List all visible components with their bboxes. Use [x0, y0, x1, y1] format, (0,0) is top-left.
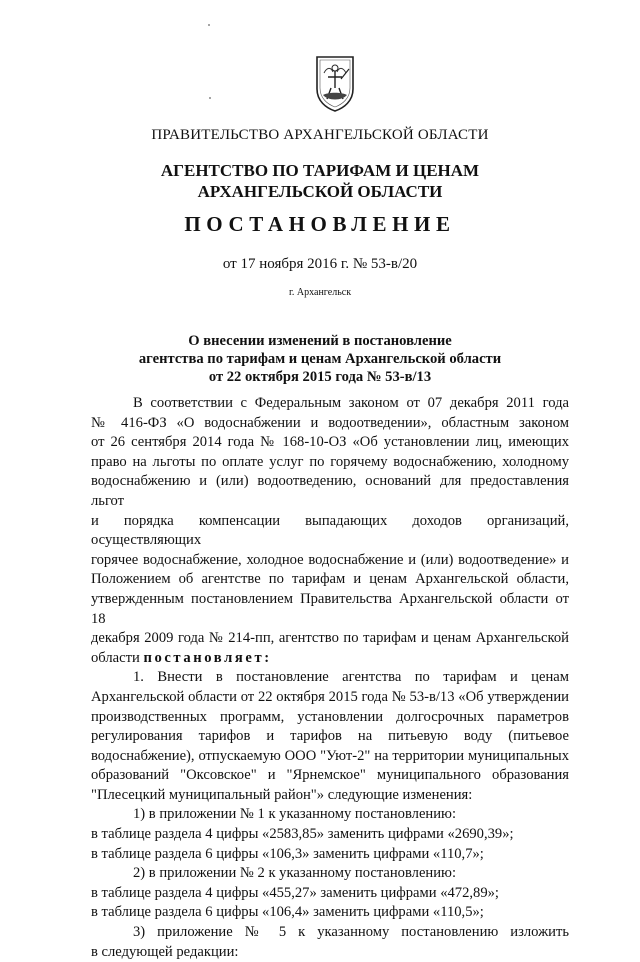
body-line: горячее водоснабжение, холодное водоснабжение и (или) водоотведение» и [91, 551, 569, 568]
body-line: утвержденным постановлением Правительства Архангельской области от 18 [91, 590, 569, 627]
item1-line: образований "Оксовское" и "Ярнемское" муниципального образования [91, 767, 569, 784]
subject-line: от 22 октября 2015 года № 53-в/13 [208, 369, 432, 385]
item1-line: "Плесецкий муниципальный район"» следующие изменения: [91, 786, 473, 803]
item1-line: 1. Внести в постановление агентства по тарифам и ценам [133, 669, 569, 686]
scan-speck [209, 97, 211, 99]
arkhangelsk-coat-of-arms-icon [314, 55, 356, 113]
body-line: В соответствии с Федеральным законом от 07 декабря 2011 года [133, 395, 569, 411]
subitem-title: 1) в приложении № 1 к указанному постановлению: [133, 806, 457, 823]
body-line: декабря 2009 года № 214-пп, агентство по тарифам и ценам Архангельской [91, 630, 569, 647]
body-line [91, 649, 569, 669]
subitem-line: в следующей редакции: [91, 943, 239, 960]
document-city: г. Архангельск [288, 287, 352, 298]
subject-line: О внесении изменений в постановление [188, 333, 452, 349]
body-line: от 26 сентября 2014 года № 168-10-ОЗ «Об установлении лиц, имеющих [91, 434, 569, 451]
item1-line: регулирования тарифов и тарифов на питьевую воду (питьевое [91, 728, 569, 745]
scan-speck [208, 24, 210, 26]
resolves-word: постановляет: [143, 649, 272, 666]
subitem-line: в таблице раздела 4 цифры «2583,85» заменить цифрами «2690,39»; [91, 826, 514, 843]
body-line: и порядка компенсации выпадающих доходов организаций, осуществляющих [91, 512, 569, 549]
document-subject [0, 332, 640, 386]
subitem-line: в таблице раздела 6 цифры «106,3» заменить цифрами «110,7»; [91, 845, 484, 862]
subitem-title: 3) приложение № 5 к указанному постановлению изложить [133, 924, 569, 941]
body-line: право на льготы по оплате услуг по горячему водоснабжению, холодному [91, 453, 569, 470]
preamble-end: области [91, 649, 144, 666]
agency-name-line: АРХАНГЕЛЬСКОЙ ОБЛАСТИ [197, 182, 443, 201]
subitem-title: 2) в приложении № 2 к указанному постановлению: [133, 865, 457, 882]
document-type-title: ПОСТАНОВЛЕНИЕ [184, 212, 456, 236]
document-date-number: от 17 ноября 2016 г. № 53-в/20 [222, 256, 418, 272]
body-line: водоснабжению и (или) водоотведению, оснований для предоставления льгот [91, 473, 569, 509]
document-body [91, 394, 569, 962]
agency-name [0, 160, 640, 202]
body-line: Положением об агентстве по тарифам и ценам Архангельской области, [91, 571, 569, 588]
item1-line: производственных программ, установлении долгосрочных параметров [91, 708, 569, 725]
subitem-line: в таблице раздела 6 цифры «106,4» заменить цифрами «110,5»; [91, 904, 484, 921]
subitem-line: в таблице раздела 4 цифры «455,27» заменить цифрами «472,89»; [91, 884, 499, 901]
body-line: № 416-ФЗ «О водоснабжении и водоотведении», областным законом [91, 414, 569, 431]
agency-name-line: АГЕНТСТВО ПО ТАРИФАМ И ЦЕНАМ [160, 161, 480, 180]
item1-line: водоснабжение), отпускаемую ООО "Уют-2" на территории муниципальных [91, 747, 569, 764]
item1-line: Архангельской области от 22 октября 2015 года № 53-в/13 «Об утверждении [91, 688, 569, 705]
subject-line: агентства по тарифам и ценам Архангельской области [138, 351, 502, 367]
government-name: ПРАВИТЕЛЬСТВО АРХАНГЕЛЬСКОЙ ОБЛАСТИ [151, 127, 489, 143]
